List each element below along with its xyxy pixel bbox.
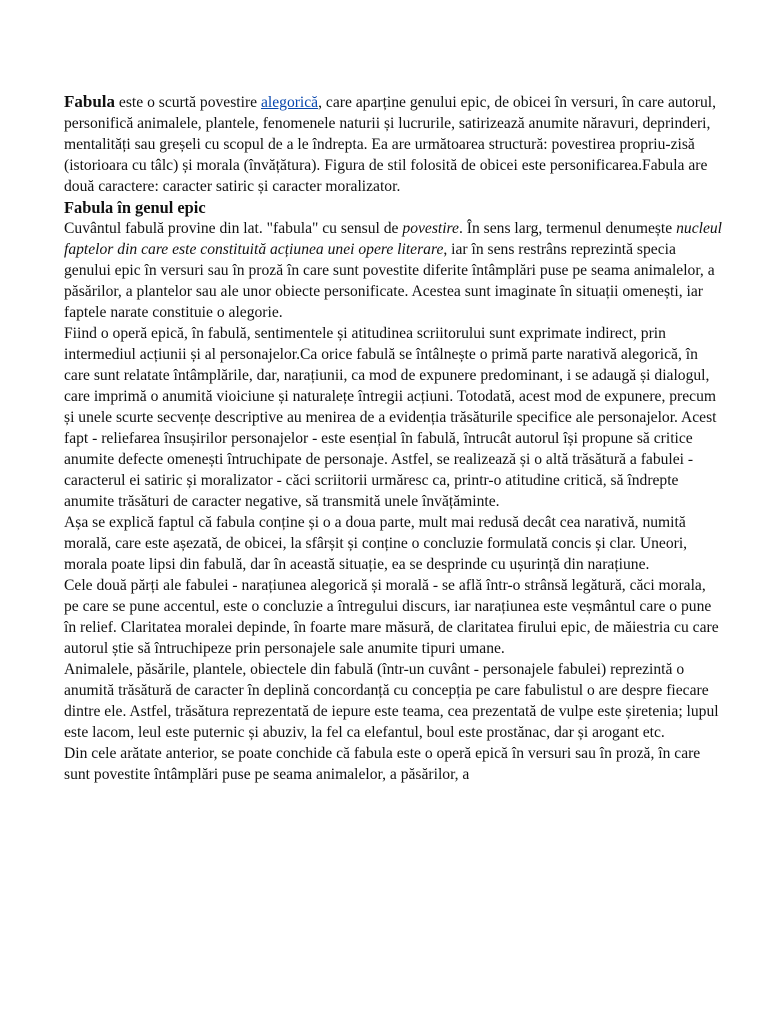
origin-emphasis-1: povestire	[402, 220, 459, 237]
origin-text-1: Cuvântul fabulă provine din lat. "fabula" cu sensul de	[64, 220, 403, 237]
intro-paragraph	[64, 91, 724, 197]
body-paragraph-4: Animalele, păsările, plantele, obiectele din fabulă (într-un cuvânt - personajele fabulei) reprezintă o anumită trăsătură de caracter în deplină concordanță cu concepția pe care fabulistul o are despre fiecare dintre ele. Astfel, trăsătura reprezentată de iepure este teama, cea prezentată de vulpe este șiretenia; lupul este lacom, leul este puternic și abuziv, la fel ca elefantul, boul este prostănac, dar și arogant etc.	[64, 661, 719, 741]
intro-text-2: , care aparține genului epic, de obicei în versuri, în care autorul, personifică animalele, plantele, fenomenele naturii și lucrurile, satirizează anumite năravuri, deprinderi, mentalități sau greșeli cu scopul de a le îndrepta. Ea are următoarea structură: povestirea propriu-zisă (istorioara cu tâlc) și morala (învățătura). Figura de stil folosită de obicei este personificarea.Fabula are două caractere: caracter satiric și caracter moralizator.	[64, 94, 717, 195]
alegorica-link[interactable]: alegorică	[260, 94, 319, 111]
section-heading: Fabula în genul epic	[64, 198, 206, 217]
document-page	[64, 91, 724, 785]
body-paragraph-2: Așa se explică faptul că fabula conține și o a doua parte, mult mai redusă decât cea narativă, numită morală, care este așezată, de obicei, la sfârșit și conține o concluzie formulată concis și clar. Uneori, morala poate lipsi din fabulă, dar în această situație, ea se desprinde cu ușurință din narațiune.	[64, 514, 688, 573]
term-fabula: Fabula	[64, 92, 116, 111]
origin-emphasis-2: nucleul faptelor din care este constituită acțiunea unei opere literare	[64, 220, 722, 258]
origin-paragraph	[64, 218, 724, 323]
body-paragraph-3: Cele două părți ale fabulei - narațiunea alegorică și morală - se află într-o strânsă legătură, căci morala, pe care se pune accentul, este o concluzie a întregului discurs, iar narațiunea este veșmântul care o pune în relief. Claritatea moralei depinde, în foarte mare măsură, de claritatea firului epic, de măiestria cu care autorul știe să întruchipeze prin personajele sale anumite tipuri umane.	[64, 577, 719, 657]
intro-text-1: este o scurtă povestire	[115, 94, 261, 111]
body-paragraph-5: Din cele arătate anterior, se poate conchide că fabula este o operă epică în versuri sau în proză, în care sunt povestite întâmplări puse pe seama animalelor, a păsărilor, a	[64, 745, 701, 783]
body-paragraph-1: Fiind o operă epică, în fabulă, sentimentele și atitudinea scriitorului sunt exprimate indirect, prin intermediul acțiunii și al personajelor.Ca orice fabulă se întâlnește o primă parte narativă alegorică, în care sunt relatate întâmplările, dar, narațiunii, ca mod de expunere predominant, i se adaugă și dialogul, care imprimă o anumită vioiciune și naturalețe întregii acțiuni. Totodată, acest mod de expunere, precum și unele scurte secvențe descriptive au menirea de a evidenția trăsăturile specifice ale personajelor. Acest fapt - reliefarea însușirilor personajelor - este esențial în fabulă, întrucât autorul își propune să critice anumite defecte omenești întruchipate de personaje. Astfel, se realizează și o altă trăsătură a fabulei - caracterul ei satiric și moralizator - căci scriitorii urmăresc ca, printr-o atitudine critică, să îndrepte anumite trăsături de caracter negative, să transmită unele învățăminte.	[64, 325, 717, 510]
origin-text-2: . În sens larg, termenul denumește	[458, 220, 677, 237]
origin-text-3: , iar în sens restrâns reprezintă specia genului epic în versuri sau în proză în care sunt povestite diferite întâmplări puse pe seama animalelor, a păsărilor, a plantelor sau ale unor obiecte personificate. Acestea sunt imaginate în situații omenești, iar faptele narate constituie o alegorie.	[64, 241, 715, 321]
